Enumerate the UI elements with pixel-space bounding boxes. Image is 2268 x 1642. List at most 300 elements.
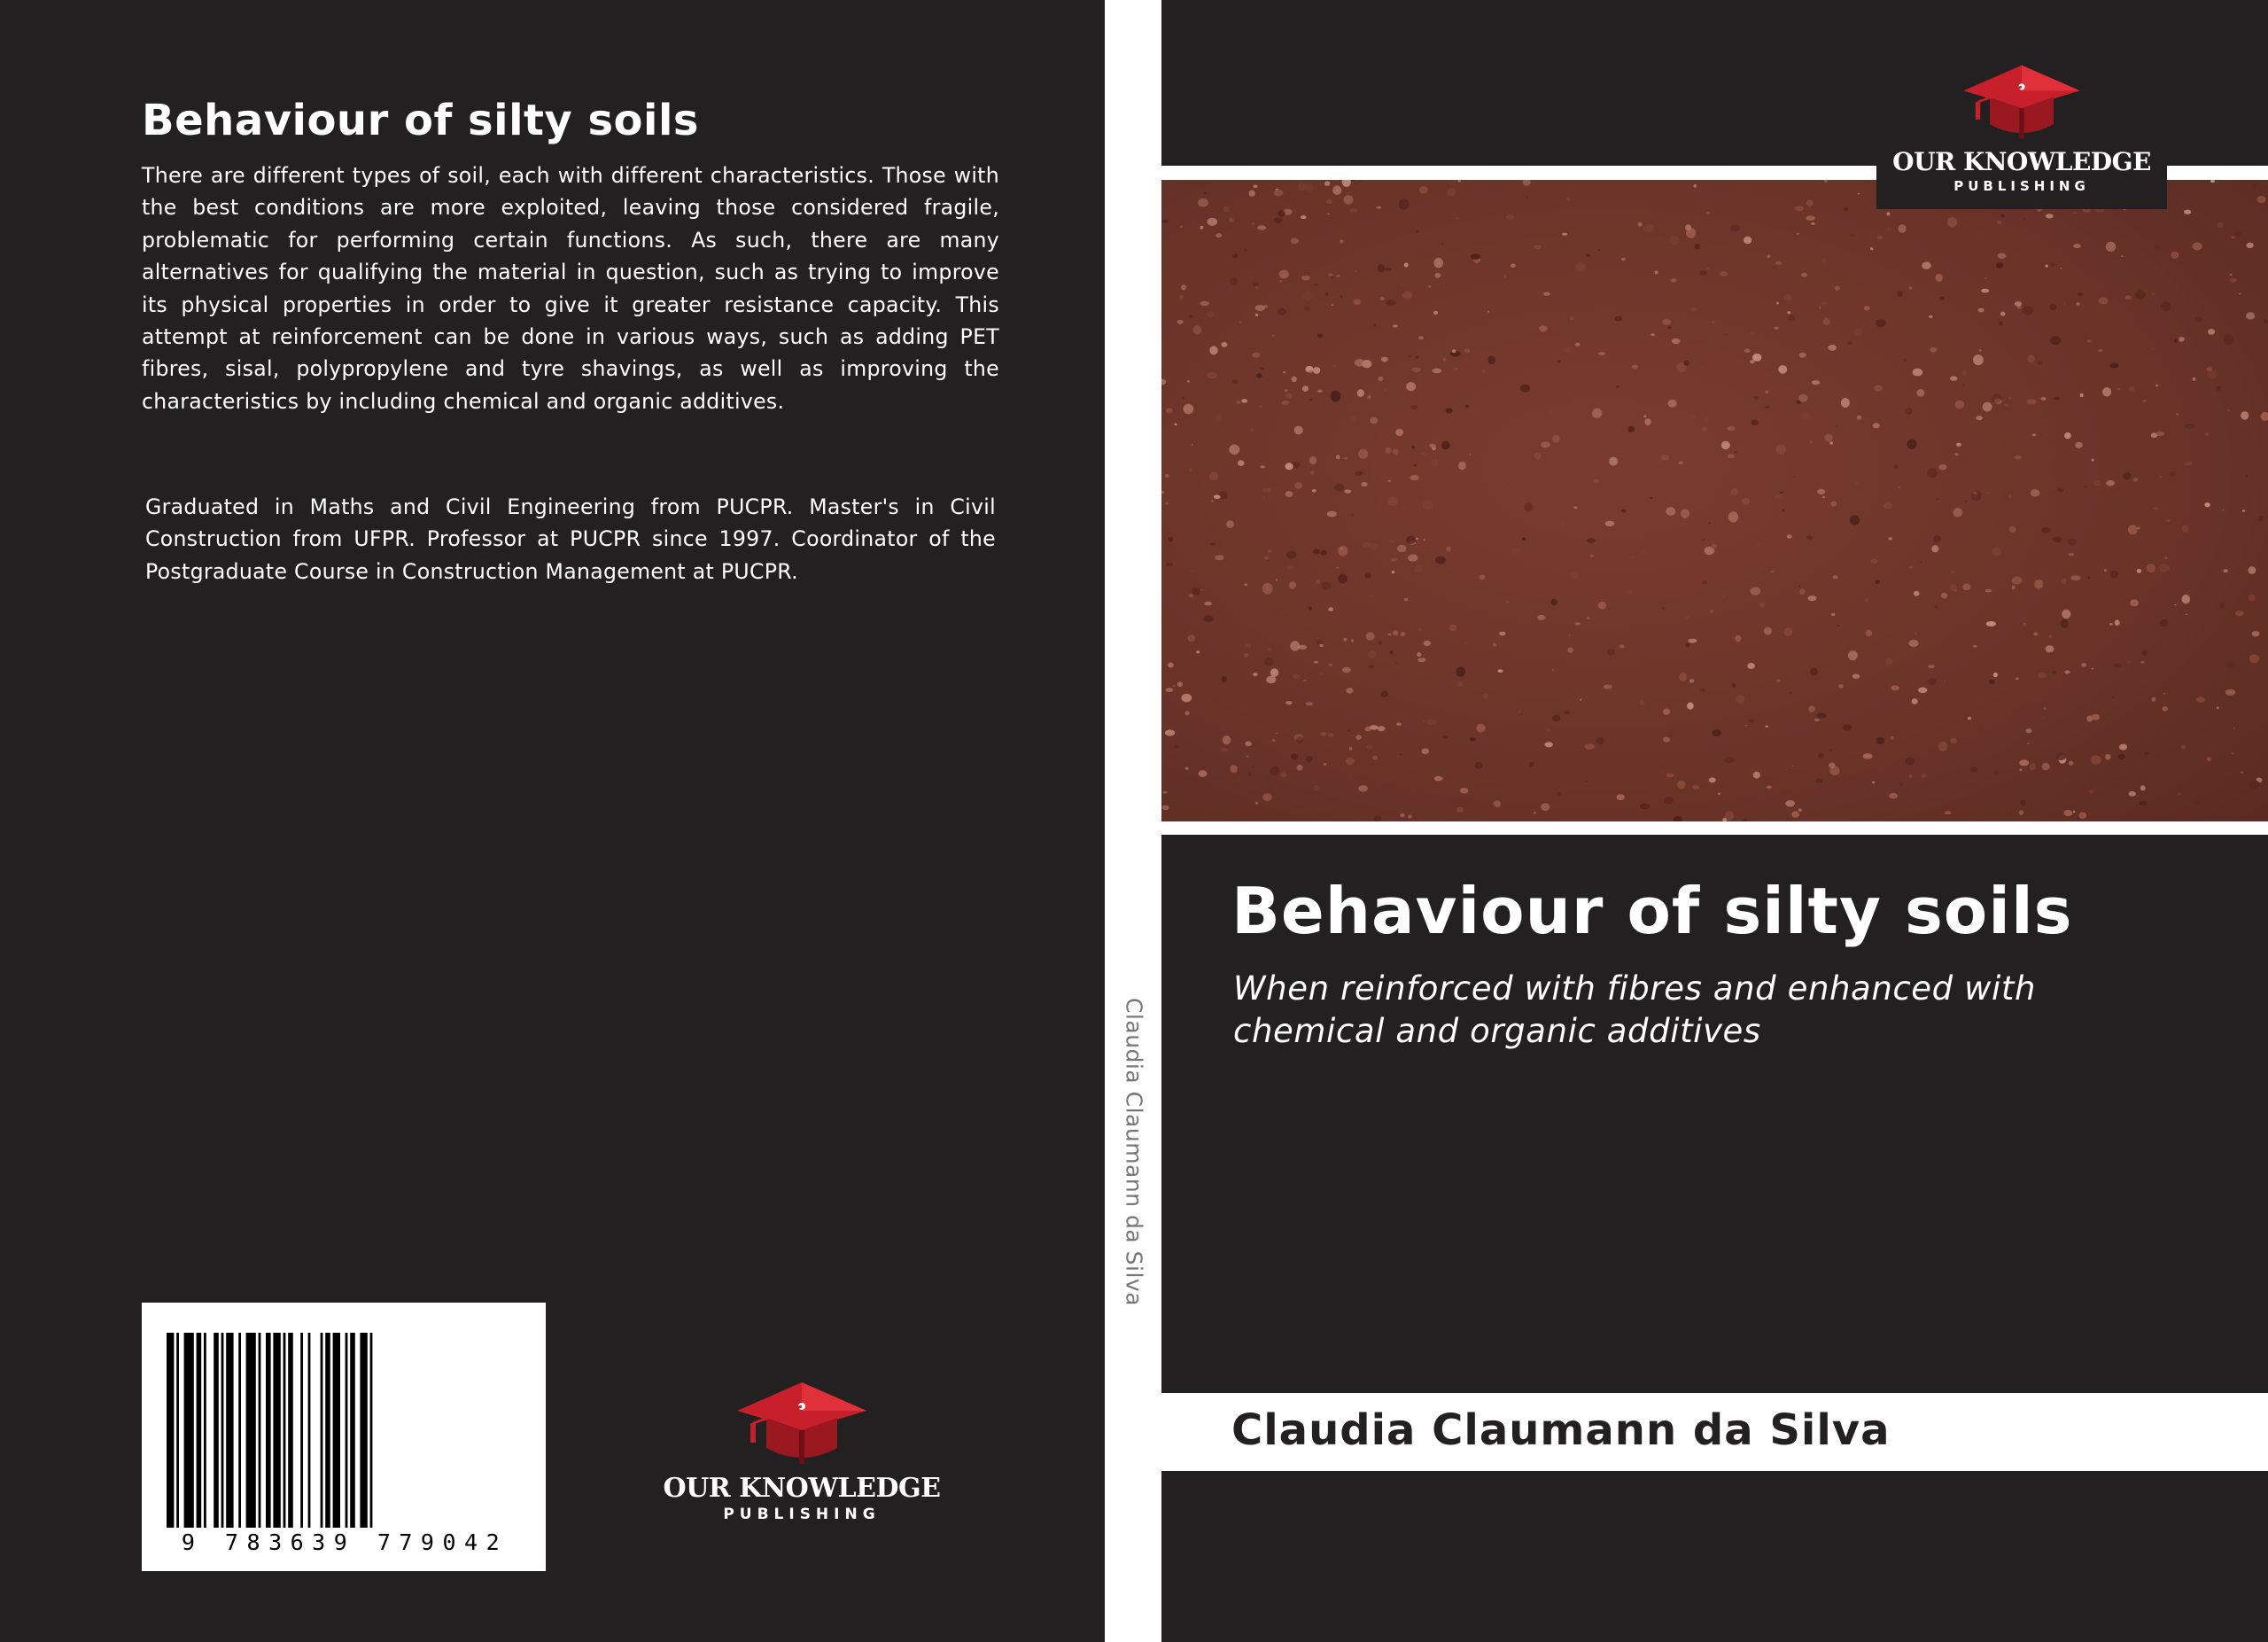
- soil-grain: [1180, 225, 1183, 228]
- soil-grain: [1918, 688, 1927, 694]
- soil-grain: [1204, 192, 1207, 194]
- soil-grain: [1938, 464, 1946, 470]
- soil-grain: [1822, 259, 1827, 263]
- soil-grain: [1679, 673, 1687, 681]
- soil-grain: [1278, 307, 1286, 315]
- soil-grain: [1262, 488, 1271, 493]
- soil-grain: [2081, 663, 2086, 667]
- barcode-bar: [246, 1333, 256, 1528]
- soil-grain: [1894, 464, 1899, 469]
- soil-grain: [1441, 441, 1450, 450]
- barcode-bar: [167, 1333, 174, 1528]
- soil-grain: [1876, 236, 1883, 239]
- soil-grain: [1498, 669, 1503, 673]
- back-cover-description: There are different types of soil, each with different characteristics. Those with the best conditions are more exploited, leaving those considered fragile, problematic for performing certain functions. As such, there are many alternatives for qualifying the material in question, such as trying to improve its physical properties in order to give it greater resistance capacity. This attempt at reinforcement can be done in various ways, such as adding PET fibres, sisal, polypropylene and tyre shavings, as well as improving the characteristics by including chemical and organic additives.: [142, 163, 999, 414]
- soil-grain: [2203, 652, 2205, 653]
- soil-grain: [1570, 316, 1573, 320]
- soil-grain: [1354, 299, 1362, 305]
- soil-grain: [1458, 462, 1466, 470]
- soil-grain: [1770, 571, 1775, 573]
- soil-grain: [1628, 426, 1635, 432]
- soil-grain: [1168, 663, 1174, 668]
- soil-grain: [1906, 757, 1915, 765]
- soil-grain: [2225, 689, 2235, 696]
- soil-grain: [2073, 244, 2081, 248]
- soil-grain: [1285, 390, 1287, 392]
- soil-grain: [1567, 648, 1573, 653]
- soil-grain: [1863, 753, 1873, 759]
- soil-grain: [1200, 589, 1203, 591]
- soil-grain: [1753, 396, 1759, 400]
- soil-grain: [1767, 254, 1771, 258]
- soil-grain: [1290, 641, 1300, 650]
- soil-grain: [1367, 395, 1371, 399]
- soil-grain: [1849, 234, 1854, 237]
- soil-grain: [1616, 385, 1619, 388]
- soil-grain: [1598, 249, 1600, 251]
- soil-grain: [1321, 550, 1327, 556]
- soil-grain: [1961, 370, 1967, 376]
- soil-grain: [1732, 683, 1736, 688]
- soil-grain: [1346, 758, 1355, 766]
- soil-grain: [2062, 610, 2070, 619]
- soil-grain: [1457, 180, 1461, 182]
- soil-grain: [1294, 426, 1303, 435]
- soil-grain: [1564, 346, 1571, 354]
- soil-grain: [1408, 354, 1411, 357]
- soil-grain: [1499, 632, 1505, 636]
- soil-grain: [1456, 218, 1458, 219]
- soil-grain: [2185, 424, 2194, 429]
- soil-grain: [1222, 676, 1228, 682]
- soil-grain: [2119, 744, 2127, 751]
- soil-grain: [2249, 654, 2259, 663]
- soil-grain: [1328, 733, 1333, 737]
- soil-grain: [1397, 545, 1407, 552]
- soil-grain: [1302, 385, 1309, 392]
- soil-grain: [1663, 709, 1670, 715]
- barcode-bar: [197, 1333, 202, 1528]
- soil-grain: [1534, 812, 1536, 814]
- soil-grain: [1662, 607, 1665, 609]
- soil-grain: [1780, 492, 1783, 494]
- soil-grain: [1361, 482, 1368, 486]
- soil-grain: [2087, 576, 2090, 579]
- soil-grain: [2078, 812, 2086, 819]
- soil-grain: [2128, 661, 2131, 663]
- front-cover-subtitle: When reinforced with fibres and enhanced with chemical and organic additives: [1233, 969, 2037, 1050]
- soil-grain: [1253, 185, 1257, 189]
- soil-grain: [2184, 462, 2193, 466]
- soil-grain: [2196, 697, 2205, 703]
- soil-grain: [1402, 292, 1412, 299]
- soil-grain: [1550, 599, 1557, 605]
- soil-grain: [1188, 635, 1195, 642]
- soil-grain: [1429, 444, 1436, 447]
- soil-grain: [1249, 191, 1255, 197]
- soil-grain: [1173, 745, 1179, 749]
- soil-grain: [1690, 307, 1697, 311]
- soil-grain: [1889, 537, 1892, 540]
- soil-grain: [1876, 737, 1885, 745]
- soil-grain: [1209, 346, 1217, 354]
- soil-grain: [1481, 370, 1487, 373]
- soil-grain: [1401, 813, 1405, 817]
- soil-grain: [2233, 230, 2242, 236]
- soil-grain: [1421, 748, 1429, 754]
- soil-grain: [1504, 276, 1506, 278]
- soil-grain: [1165, 502, 1169, 504]
- soil-grain: [1884, 502, 1893, 509]
- soil-grain: [2019, 810, 2023, 815]
- soil-grain: [1327, 214, 1330, 215]
- soil-grain: [1897, 291, 1902, 297]
- soil-grain: [1252, 353, 1260, 358]
- soil-grain: [1256, 373, 1262, 378]
- soil-grain: [1821, 302, 1828, 306]
- soil-grain: [1317, 334, 1323, 339]
- soil-grain: [2019, 759, 2029, 766]
- soil-grain: [1922, 774, 1927, 777]
- barcode-bar: [370, 1333, 373, 1528]
- soil-grain: [2023, 623, 2026, 626]
- soil-grain: [1534, 245, 1542, 249]
- soil-grain: [1232, 379, 1239, 384]
- soil-grain: [2109, 623, 2113, 626]
- soil-grain: [2132, 479, 2138, 482]
- soil-grain: [1575, 343, 1580, 346]
- soil-grain: [1309, 607, 1312, 611]
- soil-grain: [1857, 416, 1861, 420]
- soil-grain: [2027, 399, 2037, 404]
- soil-grain: [1475, 762, 1483, 769]
- author-bio: Graduated in Maths and Civil Engineering from PUCPR. Master's in Civil Construction from UFPR. Professor at PUCPR since 1997. Coordinator of the Postgraduate Course in Construction Management at PUCPR.: [145, 494, 996, 584]
- publisher-logo-back: [660, 1379, 944, 1523]
- soil-grain: [1435, 556, 1446, 564]
- soil-grain: [1479, 575, 1485, 580]
- soil-grain: [1384, 388, 1388, 393]
- soil-grain: [1369, 595, 1373, 597]
- soil-grain: [2246, 312, 2255, 319]
- soil-grain: [1655, 271, 1658, 275]
- soil-grain: [1997, 221, 2002, 224]
- soil-grain: [1776, 679, 1781, 681]
- soil-grain: [1806, 215, 1815, 221]
- soil-grain: [1297, 736, 1304, 743]
- soil-grain: [1658, 237, 1660, 238]
- soil-grain: [1799, 353, 1806, 358]
- soil-grain: [2207, 757, 2211, 761]
- soil-grain: [2072, 212, 2077, 214]
- soil-grain: [2155, 432, 2164, 436]
- soil-grain: [1806, 199, 1813, 206]
- soil-grain: [1395, 429, 1403, 436]
- barcode-bar: [204, 1333, 206, 1528]
- soil-grain: [1355, 271, 1356, 272]
- soil-grain: [1681, 510, 1689, 519]
- soil-grain: [1344, 195, 1354, 205]
- soil-grain: [1206, 312, 1214, 317]
- soil-grain: [1912, 698, 1918, 704]
- soil-grain: [2242, 510, 2245, 511]
- soil-grain: [1640, 700, 1645, 705]
- soil-grain: [1989, 680, 1995, 684]
- soil-grain: [1998, 253, 2007, 259]
- soil-grain: [1177, 681, 1183, 687]
- soil-grain: [1672, 339, 1681, 344]
- soil-grain: [1264, 658, 1274, 665]
- spine: [1105, 0, 1161, 1642]
- soil-grain: [2064, 432, 2071, 439]
- soil-grain: [2109, 363, 2118, 369]
- soil-grain: [1751, 420, 1759, 426]
- soil-grain: [1340, 240, 1343, 244]
- soil-grain: [1255, 314, 1258, 316]
- soil-grain: [1165, 729, 1175, 735]
- soil-grain: [2179, 337, 2185, 342]
- soil-grain: [1945, 811, 1951, 814]
- soil-grain: [1787, 534, 1792, 538]
- soil-grain: [2091, 459, 2093, 462]
- soil-grain: [1309, 399, 1313, 401]
- soil-grain: [1621, 509, 1627, 512]
- soil-grain: [1605, 521, 1615, 526]
- soil-grain: [1312, 489, 1317, 493]
- soil-grain: [1617, 794, 1625, 800]
- soil-grain: [1432, 369, 1441, 374]
- soil-grain: [1226, 520, 1234, 528]
- soil-grain: [1747, 663, 1755, 669]
- soil-grain: [1177, 320, 1184, 324]
- soil-grain: [1187, 380, 1190, 383]
- soil-grain: [2000, 312, 2005, 316]
- soil-grain: [1824, 434, 1833, 442]
- soil-grain: [1909, 774, 1913, 778]
- soil-grain: [1487, 311, 1489, 313]
- soil-grain: [1291, 238, 1299, 245]
- soil-grain: [2041, 397, 2047, 401]
- soil-grain: [2224, 334, 2233, 345]
- soil-grain: [1435, 273, 1441, 278]
- soil-grain: [1174, 424, 1177, 425]
- soil-grain: [1695, 244, 1701, 249]
- soil-grain: [2223, 569, 2227, 572]
- soil-grain: [1526, 197, 1529, 198]
- soil-grain: [2046, 265, 2048, 268]
- soil-grain: [2152, 293, 2155, 295]
- soil-grain: [1378, 377, 1383, 381]
- soil-grain: [1828, 345, 1837, 351]
- soil-grain: [2230, 278, 2237, 283]
- soil-grain: [1208, 372, 1218, 379]
- soil-grain: [1262, 583, 1273, 595]
- soil-grain: [1433, 311, 1438, 315]
- soil-grain: [1798, 586, 1800, 588]
- soil-grain: [2253, 184, 2257, 188]
- soil-grain: [2075, 442, 2082, 448]
- soil-grain: [2046, 214, 2054, 218]
- soil-grain: [1812, 380, 1820, 385]
- soil-grain: [2027, 355, 2035, 363]
- soil-grain: [1976, 416, 1983, 420]
- soil-grain: [1908, 640, 1918, 647]
- soil-grain: [1793, 476, 1795, 478]
- soil-grain: [1543, 292, 1550, 296]
- soil-grain: [1725, 758, 1736, 763]
- soil-grain: [2151, 697, 2155, 702]
- graduation-cap-icon: [735, 1379, 868, 1467]
- soil-grain: [1309, 456, 1317, 464]
- soil-grain: [2023, 306, 2033, 315]
- publisher-logo-front: [1876, 62, 2167, 194]
- soil-grain: [1305, 183, 1313, 192]
- soil-grain: [1283, 371, 1285, 373]
- soil-grain: [1678, 462, 1683, 464]
- soil-grain: [1351, 639, 1354, 642]
- soil-grain: [2016, 678, 2018, 680]
- soil-grain: [2170, 471, 2176, 476]
- soil-grain: [1410, 475, 1419, 480]
- soil-grain: [2057, 487, 2063, 492]
- soil-grain: [1670, 735, 1673, 736]
- soil-grain: [1420, 453, 1426, 456]
- soil-grain: [2054, 397, 2061, 401]
- soil-grain: [2069, 761, 2074, 766]
- soil-grain: [1329, 664, 1332, 666]
- soil-grain: [2182, 525, 2189, 533]
- soil-grain: [1424, 641, 1431, 646]
- soil-grain: [1785, 800, 1795, 806]
- soil-grain: [1728, 511, 1738, 522]
- soil-grain: [1308, 370, 1313, 373]
- barcode-bar: [184, 1333, 194, 1528]
- soil-grain: [1666, 507, 1675, 516]
- soil-grain: [1287, 565, 1294, 569]
- soil-grain: [1417, 652, 1421, 657]
- soil-grain: [1244, 653, 1249, 658]
- soil-grain: [1264, 556, 1269, 560]
- soil-grain: [1598, 352, 1605, 355]
- soil-grain: [1189, 468, 1193, 472]
- soil-grain: [1983, 402, 1992, 412]
- soil-grain: [1239, 321, 1242, 323]
- soil-grain: [1873, 423, 1880, 428]
- soil-grain: [1198, 198, 1208, 207]
- soil-grain: [1687, 703, 1694, 710]
- soil-grain: [1380, 297, 1385, 300]
- soil-grain: [1216, 233, 1222, 237]
- soil-grain: [1537, 615, 1545, 620]
- soil-grain: [1870, 247, 1873, 250]
- soil-grain: [1456, 666, 1465, 676]
- soil-grain: [1169, 537, 1174, 542]
- soil-grain: [1342, 667, 1351, 673]
- soil-grain: [1650, 497, 1653, 499]
- soil-grain: [2129, 385, 2135, 392]
- soil-grain: [2166, 519, 2170, 523]
- soil-grain: [2042, 718, 2044, 720]
- soil-grain: [2194, 317, 2203, 323]
- soil-grain: [1709, 777, 1716, 782]
- soil-grain: [1209, 472, 1218, 481]
- soil-grain: [1166, 409, 1173, 414]
- soil-grain: [2117, 754, 2124, 760]
- soil-grain: [1366, 744, 1373, 749]
- soil-grain: [1557, 360, 1561, 362]
- soil-grain: [1751, 587, 1761, 595]
- soil-grain: [2160, 476, 2162, 477]
- soil-grain: [1257, 225, 1266, 230]
- soil-grain: [1822, 496, 1825, 498]
- soil-grain: [1316, 580, 1319, 584]
- soil-grain: [1321, 732, 1327, 735]
- soil-grain: [1810, 667, 1818, 675]
- soil-grain: [1328, 273, 1333, 276]
- soil-grain: [1713, 586, 1714, 587]
- soil-grain: [1511, 263, 1516, 268]
- soil-grain: [1753, 772, 1760, 779]
- soil-grain: [1689, 415, 1696, 419]
- soil-grain: [2142, 650, 2148, 656]
- soil-grain: [2219, 603, 2225, 608]
- soil-grain: [1539, 325, 1547, 331]
- soil-grain: [1985, 589, 1992, 593]
- soil-grain: [2140, 661, 2145, 664]
- soil-grain: [1658, 461, 1663, 463]
- soil-grain: [1941, 593, 1947, 599]
- soil-grain: [1885, 658, 1892, 665]
- soil-grain: [1189, 314, 1193, 318]
- soil-grain: [1223, 206, 1229, 212]
- soil-grain: [2186, 613, 2188, 615]
- barcode-bar: [266, 1333, 271, 1528]
- soil-grain: [1841, 398, 1850, 408]
- soil-grain: [1276, 733, 1278, 735]
- soil-grain: [1426, 720, 1437, 726]
- soil-grain: [1191, 444, 1193, 446]
- soil-grain: [1801, 273, 1807, 277]
- soil-grain: [1817, 712, 1827, 718]
- soil-grain: [2063, 303, 2066, 306]
- soil-grain: [1208, 218, 1218, 226]
- soil-grain: [2225, 661, 2236, 668]
- soil-grain: [2233, 728, 2235, 729]
- soil-grain: [2015, 301, 2022, 307]
- soil-grain: [1662, 319, 1671, 325]
- soil-grain: [1395, 663, 1398, 665]
- soil-grain: [1522, 537, 1526, 541]
- soil-grain: [1766, 391, 1769, 393]
- soil-grain: [1956, 443, 1961, 447]
- soil-grain: [1379, 642, 1382, 645]
- soil-grain: [1992, 393, 2001, 403]
- soil-grain: [1712, 321, 1716, 324]
- soil-grain: [1385, 447, 1391, 454]
- soil-grain: [1791, 766, 1793, 767]
- soil-grain: [1810, 441, 1813, 444]
- soil-grain: [1734, 451, 1737, 453]
- soil-grain: [1907, 440, 1916, 449]
- soil-grain: [1423, 720, 1425, 721]
- soil-grain: [1607, 649, 1615, 655]
- barcode-bar: [321, 1333, 323, 1528]
- soil-grain: [2099, 297, 2109, 304]
- soil-grain: [1387, 480, 1391, 483]
- soil-grain: [1244, 584, 1247, 587]
- soil-grain: [1286, 551, 1297, 559]
- soil-grain: [2130, 599, 2139, 606]
- soil-grain: [1358, 785, 1368, 791]
